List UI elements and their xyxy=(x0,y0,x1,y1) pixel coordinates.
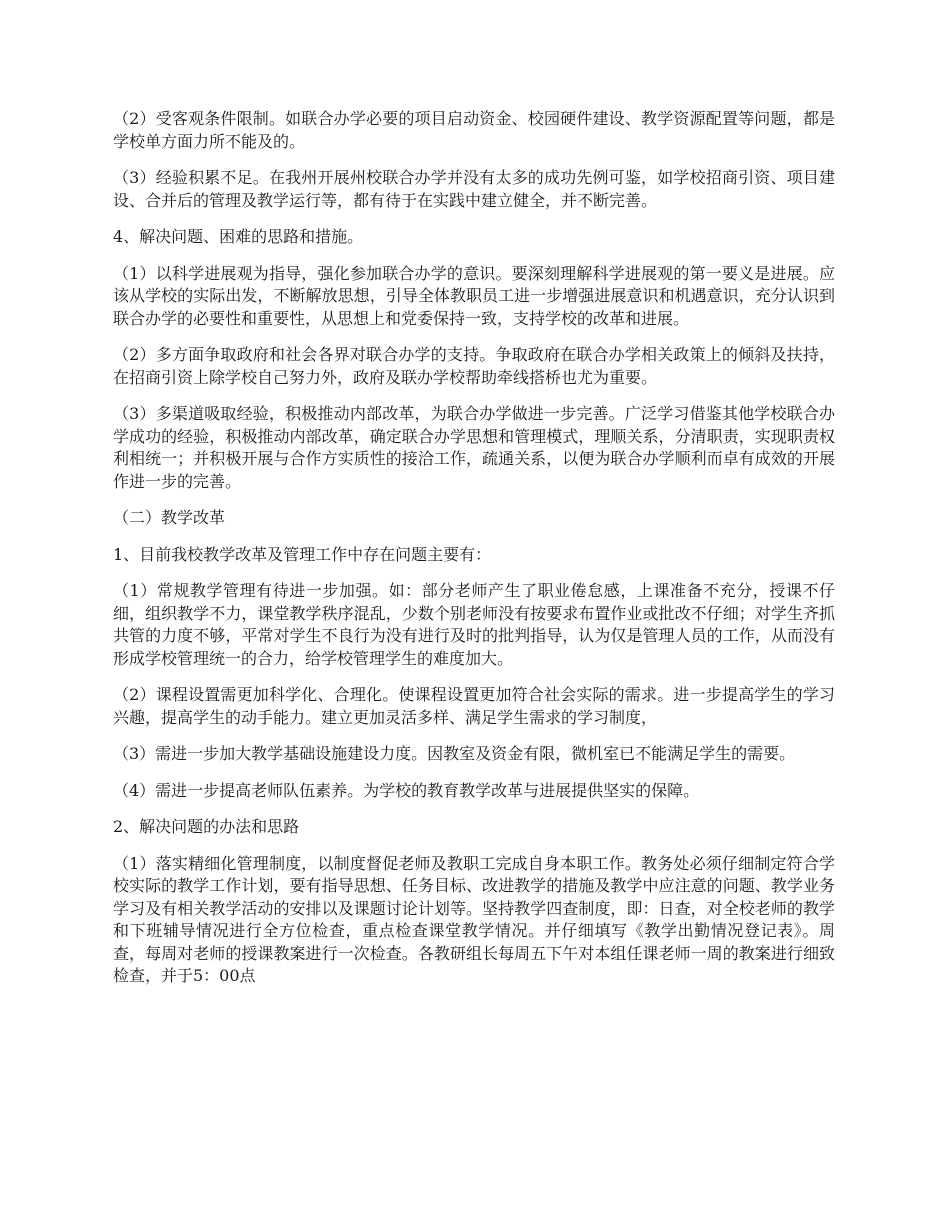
document-page xyxy=(113,108,835,988)
paragraph-multichannel-experience: （3）多渠道吸取经验，积极推动内部改革，为联合办学做进一步完善。广泛学习借鉴其他学校联合办学成功的经验，积极推动内部改革，确定联合办学思想和管理模式，理顺关系，分清职责，实现职责权利相统一；并积极开展与合作方实质性的接洽工作，疏通关系，以便为联合办学顺利而卓有成效的开展作进一步的完善。 xyxy=(113,404,835,491)
paragraph-objective-constraints: （2）受客观条件限制。如联合办学必要的项目启动资金、校园硬件建设、教学资源配置等问题，都是学校单方面力所不能及的。 xyxy=(113,109,835,151)
section-heading-current-problems: 1、目前我校教学改革及管理工作中存在问题主要有： xyxy=(113,544,492,564)
paragraph-teacher-quality: （4）需进一步提高老师队伍素养。为学校的教育教学改革与进展提供坚实的保障。 xyxy=(113,780,700,800)
paragraph-infrastructure: （3）需进一步加大教学基础设施建设力度。因教室及资金有限，微机室已不能满足学生的需要。 xyxy=(113,744,796,763)
paragraph-curriculum-design: （2）课程设置需更加科学化、合理化。使课程设置更加符合社会实际的需求。进一步提高学生的学习兴趣，提高学生的动手能力。建立更加灵活多样、满足学生需求的学习制度， xyxy=(113,685,835,727)
paragraph-refined-management: （1）落实精细化管理制度，以制度督促老师及教职工完成自身本职工作。教务处必须仔细制定符合学校实际的教学工作计划，要有指导思想、任务目标、改进教学的措施及教学中应注意的问题、教学业务学习及有相关教学活动的安排以及课题讨论计划等。坚持教学四查制度，即：日查，对全校老师的教学和下班辅导情况进行全方位检查，重点检查课堂教学情况。并仔细填写《教学出勤情况登记表》。周查，每周对老师的授课教案进行一次检查。各教研组长每周五下午对本组任课老师一周的教案进行细致检查，并于5：00点 xyxy=(113,853,835,985)
paragraph-government-support: （2）多方面争取政府和社会各界对联合办学的支持。争取政府在联合办学相关政策上的倾斜及扶持，在招商引资上除学校自己努力外，政府及联办学校帮助牵线搭桥也尤为重要。 xyxy=(113,345,835,387)
section-heading-teaching-reform: （二）教学改革 xyxy=(113,508,226,527)
paragraph-scientific-development: （1）以科学进展观为指导，强化参加联合办学的意识。要深刻理解科学进展观的第一要义是进展。应该从学校的实际出发，不断解放思想，引导全体教职员工进一步增强进展意识和机遇意识，充分认识到联合办学的必要性和重要性，从思想上和党委保持一致，支持学校的改革和进展。 xyxy=(113,263,835,328)
section-heading-solutions: 4、解决问题、困难的思路和措施。 xyxy=(113,227,364,246)
paragraph-insufficient-experience: （3）经验积累不足。在我州开展州校联合办学并没有太多的成功先例可鉴，如学校招商引资、项目建设、合并后的管理及教学运行等，都有待于在实践中建立健全，并不断完善。 xyxy=(113,168,835,210)
section-heading-methods: 2、解决问题的办法和思路 xyxy=(113,817,300,836)
paragraph-routine-management: （1）常规教学管理有待进一步加强。如：部分老师产生了职业倦怠感，上课准备不充分，授课不仔细，组织教学不力，课堂教学秩序混乱，少数个别老师没有按要求布置作业或批改不仔细；对学生齐抓共管的力度不够，平常对学生不良行为没有进行及时的批判指导，认为仅是管理人员的工作，从而没有形成学校管理统一的合力，给学校管理学生的难度加大。 xyxy=(113,581,835,668)
